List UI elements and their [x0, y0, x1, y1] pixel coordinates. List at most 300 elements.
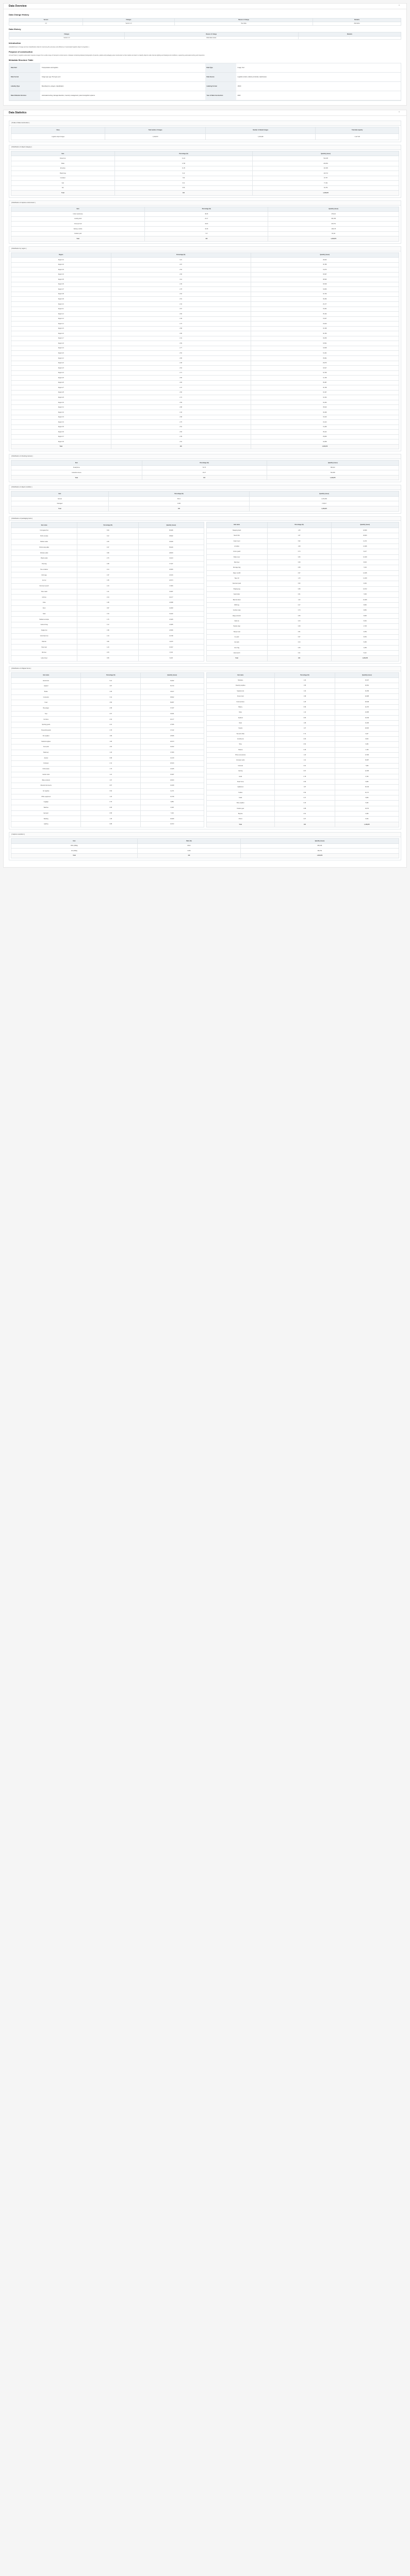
table-row: [11, 534, 204, 539]
table-cell: 564,458: [267, 470, 399, 476]
statistics-card-dist5: [9, 485, 401, 513]
table-cell: 0.36: [267, 645, 331, 650]
table-cell: 0.67: [274, 817, 335, 822]
table-cell: 2.34: [77, 595, 139, 600]
column-header: Quantity (cases): [267, 461, 399, 466]
table-cell: 0.97: [274, 769, 335, 774]
table-cell: 36,284: [251, 297, 399, 302]
table-cell: 2.76: [77, 556, 139, 562]
table-cell: Region 04: [11, 272, 111, 277]
column-header: Percentage (%): [274, 672, 335, 677]
table-cell: Cable tie: [206, 618, 267, 623]
column-header: Quantity (cases): [139, 522, 204, 528]
total-row: [11, 506, 399, 512]
table-cell: 9,850: [331, 608, 399, 613]
overview-title: Data Overview: [9, 4, 27, 8]
table-row: [11, 700, 204, 706]
table-cell: 13,466: [331, 544, 399, 549]
table-cell: 1.34: [81, 794, 141, 800]
table-row: [11, 556, 204, 562]
card-title: [ Distribution of shooting camera ]: [9, 454, 401, 459]
change-history-title: Data Change History: [9, 13, 29, 16]
table-cell: 2.73: [111, 321, 251, 327]
table-cell: 33,291: [141, 711, 204, 717]
table-row: [206, 779, 399, 784]
table-row: [206, 811, 399, 817]
table-cell: 0.83: [274, 715, 335, 720]
table-cell: 0.88: [267, 586, 331, 591]
table-cell: 0.58: [81, 810, 141, 816]
table-cell: Audio: [206, 774, 274, 779]
table-cell: 23,566: [139, 628, 204, 634]
table-cell: 31.58: [137, 849, 240, 854]
column-header: Item name: [11, 522, 77, 528]
table-cell: 2.78: [111, 287, 251, 292]
table-cell: 1.08: [274, 720, 335, 725]
column-header: Quantity (cases): [240, 839, 399, 844]
table-cell: 33,291: [251, 307, 399, 312]
table-cell: 2.34: [111, 301, 251, 307]
total-cell: 1,246,870: [240, 853, 399, 858]
statistics-card-dist4: [9, 454, 401, 482]
table-cell: 2.21: [81, 722, 141, 728]
table-cell: Hardware: [206, 678, 274, 683]
table-cell: 2.77: [111, 346, 251, 351]
table-cell: 0.78: [274, 774, 335, 779]
table-cell: 38.45: [145, 212, 268, 217]
table-cell: 40,024: [251, 258, 399, 263]
metadata-value: Image, Text: [237, 67, 244, 69]
table-cell: 0.98: [81, 755, 141, 761]
table-cell: Label sheet: [11, 655, 77, 661]
table-cell: 0.56: [274, 779, 335, 784]
table-cell: Smartphone: [11, 465, 142, 470]
table-cell: 1.76: [81, 766, 141, 772]
table-cell: 35,785: [251, 262, 399, 267]
table-row: [206, 769, 399, 774]
statistics-card-dist2: [9, 200, 401, 244]
table-cell: 0.52: [274, 742, 335, 747]
table-cell: 13,466: [335, 720, 399, 725]
table-row: [11, 572, 204, 578]
card-title: [ Capture resolution ]: [9, 833, 401, 837]
table-cell: Art supplies: [11, 788, 81, 794]
table-cell: 2.95: [111, 331, 251, 336]
table-cell: 24,688: [139, 600, 204, 606]
table-cell: 0.61: [274, 763, 335, 768]
table-cell: 26,434: [141, 761, 204, 767]
stats-table: [11, 207, 399, 242]
table-cell: 2.76: [111, 420, 251, 425]
table-cell: Stationery: [11, 750, 81, 755]
table-cell: 10,972: [141, 822, 204, 827]
table-row: [11, 355, 399, 361]
table-cell: 1.87: [274, 785, 335, 790]
table-row: [206, 544, 399, 549]
table-cell: 1.15: [267, 576, 331, 581]
table-cell: Delivery vehicle: [11, 226, 145, 231]
table-row: [11, 420, 399, 425]
table-row: [206, 528, 399, 533]
table-cell: 8,603: [335, 737, 399, 742]
table-cell: Electronics: [11, 678, 81, 684]
table-cell: 29,177: [139, 595, 204, 600]
table-row: [206, 678, 399, 683]
total-cell: Total: [206, 656, 267, 661]
metadata-item: [205, 63, 401, 73]
table-cell: 1.34: [77, 633, 139, 639]
table-cell: Region 33: [11, 415, 111, 420]
table-cell: 8,105: [141, 805, 204, 810]
change-history-table: [9, 18, 401, 26]
metadata-value: Image type: jpg / Text type: json: [42, 76, 61, 78]
table-row: [11, 595, 204, 600]
table-cell: 2.91: [111, 297, 251, 302]
table-cell: 17.68: [114, 161, 253, 166]
table-cell: Foam insert: [206, 538, 267, 544]
table-cell: 34,538: [251, 346, 399, 351]
column-header: Remarks: [298, 32, 401, 36]
table-cell: Handle strap: [206, 624, 267, 629]
column-header: Percentage (%): [111, 252, 251, 258]
table-row: [11, 727, 204, 733]
table-row: [206, 613, 399, 618]
table-cell: 7,606: [335, 763, 399, 768]
table-cell: 2.59: [111, 400, 251, 405]
table-cell: Indoor warehouse: [11, 212, 145, 217]
table-cell: 11.35: [114, 166, 253, 171]
table-cell: 1.45: [267, 528, 331, 533]
table-cell: Tamper seal: [206, 629, 267, 634]
table-row: [11, 258, 399, 263]
table-cell: Padded envelope: [11, 617, 77, 622]
table-row: [206, 726, 399, 731]
table-row: [11, 810, 204, 816]
table-cell: 29,177: [141, 717, 204, 722]
card-title: [ Distribution of object condition ]: [9, 485, 401, 490]
table-cell: 1.43: [274, 753, 335, 758]
table-cell: 2.41: [111, 336, 251, 341]
table-cell: Seafood: [206, 715, 274, 720]
table-row: [11, 405, 399, 410]
table-row: [206, 645, 399, 650]
table-cell: 4,738: [335, 747, 399, 752]
table-cell: 34,663: [251, 287, 399, 292]
metadata-key: Data Type: [205, 63, 236, 72]
column-header: Percentage (%): [145, 207, 268, 212]
table-cell: 1,163,290: [206, 133, 316, 140]
table-cell: Fresh produce: [206, 699, 274, 704]
table-cell: 2.98: [81, 706, 141, 711]
table-row: [11, 307, 399, 312]
table-cell: Crafts: [206, 795, 274, 800]
table-cell: Luggage: [11, 800, 81, 805]
table-row: [206, 801, 399, 806]
table-row: [11, 222, 399, 227]
table-row: [11, 684, 204, 689]
table-cell: 32,793: [251, 292, 399, 297]
table-row: [11, 380, 399, 385]
table-row: [11, 678, 204, 684]
table-cell: 4,489: [331, 645, 399, 650]
table-cell: 2.67: [111, 307, 251, 312]
column-header: Total data capacity: [316, 127, 399, 133]
statistics-card-dist1: [9, 145, 401, 198]
table-row: [206, 533, 399, 538]
table-row: [11, 181, 399, 186]
table-cell: 0.92: [81, 788, 141, 794]
total-row: [11, 853, 399, 858]
table-cell: Musical instruments: [11, 783, 81, 789]
card-body: [9, 126, 401, 142]
table-cell: 24.17: [145, 216, 268, 222]
table-cell: 1.23: [77, 645, 139, 650]
table-cell: 2.64: [111, 366, 251, 371]
table-row: [11, 605, 204, 611]
total-cell: 1,246,870: [253, 191, 399, 196]
column-header: Ratio (%): [137, 839, 240, 844]
table-row: [11, 326, 399, 331]
table-cell: Region 23: [11, 366, 111, 371]
table-cell: 16,459: [335, 688, 399, 693]
table-cell: Region 19: [11, 346, 111, 351]
table-row: [206, 640, 399, 645]
table-row: [206, 699, 399, 704]
table-cell: 8,354: [335, 817, 399, 822]
table-cell: 18,080: [141, 816, 204, 822]
table-row: [11, 216, 399, 222]
card-body: [9, 671, 401, 829]
table-cell: Corrugated box: [11, 528, 77, 534]
total-cell: 100: [145, 236, 268, 242]
table-row: [11, 212, 399, 217]
table-row: [206, 624, 399, 629]
introduction-text: [ Establishment of image and text classification data for improving the accuracy and efficiency of automated logistics object recognition ]: [9, 46, 89, 48]
table-cell: Tea and coffee: [206, 731, 274, 736]
table-cell: 0.74: [267, 549, 331, 554]
table-cell: 1.89: [77, 628, 139, 634]
table-cell: 1.54: [77, 611, 139, 617]
table-row: [206, 758, 399, 763]
table-row: [11, 772, 204, 777]
table-cell: 33,790: [251, 370, 399, 376]
chevron-up-icon[interactable]: ⌃: [398, 5, 401, 8]
table-cell: 15,087: [139, 589, 204, 595]
table-cell: 0.92: [267, 538, 331, 544]
table-cell: 21,945: [141, 766, 204, 772]
overview-header[interactable]: [3, 3, 407, 9]
table-row: [11, 655, 204, 661]
table-cell: 0.58: [267, 565, 331, 570]
table-cell: Outdoor gear: [206, 806, 274, 811]
table-row: [206, 806, 399, 811]
table-cell: 0.56: [267, 613, 331, 618]
table-cell: Roll cage: [11, 572, 77, 578]
total-cell: 100: [111, 444, 251, 449]
table-cell: Garden tools: [11, 772, 81, 777]
table-cell: 7,232: [141, 810, 204, 816]
table-cell: 18,080: [331, 528, 399, 533]
table-cell: 14,339: [331, 576, 399, 581]
column-header: Item: [11, 151, 115, 156]
table-cell: Region 28: [11, 390, 111, 395]
stats-table-left: [11, 672, 204, 827]
table-cell: Fragile box: [11, 628, 77, 634]
table-cell: Loading dock: [11, 216, 145, 222]
table-cell: Bubble mailer: [11, 539, 77, 545]
statistics-header[interactable]: [3, 110, 407, 116]
table-row: [206, 560, 399, 565]
table-row: [9, 22, 401, 25]
table-cell: 8,354: [331, 635, 399, 640]
table-cell: Frozen food: [206, 694, 274, 699]
total-cell: 1,246,870: [331, 656, 399, 661]
table-row: [11, 578, 204, 584]
column-header: Number of labeled images: [206, 127, 316, 133]
table-cell: 6.56: [114, 185, 253, 191]
table-cell: 10,972: [331, 586, 399, 591]
table-cell: Office equipment: [11, 794, 81, 800]
metadata-item: [9, 91, 205, 100]
table-cell: 31,670: [251, 267, 399, 273]
table-cell: FHD (1080p): [11, 843, 138, 849]
table-cell: Snacks: [206, 726, 274, 731]
table-cell: 29,676: [251, 361, 399, 366]
total-row: [206, 656, 399, 661]
table-row: [11, 755, 204, 761]
table-row: [11, 794, 204, 800]
table-cell: 17,830: [335, 753, 399, 758]
table-cell: Watches: [11, 805, 81, 810]
table-cell: 5,860: [335, 795, 399, 800]
table-cell: 20,823: [335, 726, 399, 731]
table-row: [11, 366, 399, 371]
table-row: [11, 622, 204, 628]
table-cell: 0.79: [81, 800, 141, 805]
table-cell: Etc: [11, 185, 115, 191]
table-cell: Paper void fill: [206, 570, 267, 575]
table-cell: 6,983: [335, 779, 399, 784]
table-cell: 11,471: [331, 538, 399, 544]
table-cell: 15,337: [139, 645, 204, 650]
table-cell: 2.98: [77, 561, 139, 567]
table-row: [11, 262, 399, 267]
table-cell: Shrink wrap pallet: [11, 545, 77, 550]
table-cell: Poly bag: [11, 561, 77, 567]
table-cell: 0.74: [274, 731, 335, 736]
table-cell: Hand cart: [11, 645, 77, 650]
table-cell: 60,723: [141, 684, 204, 689]
table-cell: 24,688: [335, 694, 399, 699]
table-cell: 0.87: [81, 783, 141, 789]
chevron-up-icon[interactable]: ⌃: [398, 111, 401, 115]
table-row: [206, 592, 399, 597]
table-row: [11, 550, 204, 556]
total-cell: 100: [114, 191, 253, 196]
card-body: [9, 521, 401, 663]
statistics-card-dist8: [9, 832, 401, 860]
column-header: Total number of images: [105, 127, 206, 133]
table-row: [11, 600, 204, 606]
table-cell: 1.23: [274, 678, 335, 683]
stats-table: [11, 252, 399, 450]
table-row: [11, 711, 204, 717]
table-row: [206, 795, 399, 800]
table-row: [11, 849, 399, 854]
table-cell: 7.47: [145, 231, 268, 236]
table-cell: 31,047: [251, 316, 399, 321]
table-cell: 30,548: [251, 282, 399, 287]
table-row: [11, 528, 204, 534]
table-cell: Region 07: [11, 287, 111, 292]
table-cell: 58,229: [139, 545, 204, 550]
table-cell: 45.27: [142, 470, 267, 476]
table-cell: 23,566: [141, 733, 204, 739]
card-title: [ Distribution of shipped items ]: [9, 667, 401, 671]
table-cell: 13.86: [108, 501, 249, 506]
table-cell: 7,606: [331, 592, 399, 597]
table-cell: 11,970: [139, 639, 204, 645]
column-header: Percentage (%): [142, 461, 267, 466]
metadata-item: [9, 73, 205, 82]
table-cell: Pallet: [11, 161, 115, 166]
table-cell: Bicycles: [206, 811, 274, 817]
table-cell: Document pouch: [11, 583, 77, 589]
metadata-value: JSON: [237, 86, 241, 88]
table-cell: Phone accessories: [206, 753, 274, 758]
table-cell: Region 18: [11, 341, 111, 346]
table-cell: Computer parts: [206, 758, 274, 763]
table-row: [11, 583, 204, 589]
table-row: [206, 817, 399, 822]
table-cell: 0.83: [267, 554, 331, 560]
table-cell: Stretch film: [206, 533, 267, 538]
table-cell: Medical supplies: [11, 739, 81, 744]
table-cell: 6,484: [335, 742, 399, 747]
table-cell: 1.56: [274, 683, 335, 688]
table-cell: 4.67: [77, 545, 139, 550]
table-cell: 10,848: [141, 783, 204, 789]
table-row: [206, 581, 399, 586]
table-row: [11, 650, 204, 656]
stats-table: [11, 460, 399, 480]
table-cell: 11,471: [141, 788, 204, 794]
table-cell: Tote container: [11, 567, 77, 572]
table-cell: 5,112: [331, 651, 399, 656]
metadata-key: Data Format: [9, 73, 40, 81]
table-row: [11, 706, 204, 711]
table-cell: Cleaning supplies: [206, 683, 274, 688]
card-title: [ Distribution by region ]: [9, 247, 401, 251]
card-body: [9, 150, 401, 197]
table-cell: Smart home: [206, 779, 274, 784]
total-cell: Total: [11, 853, 138, 858]
overview-body: [3, 9, 407, 106]
table-cell: Baby products: [11, 777, 81, 783]
table-row: [11, 717, 204, 722]
table-cell: 0.61: [267, 592, 331, 597]
table-row: [206, 629, 399, 634]
table-cell: 3,127 GB: [316, 133, 399, 140]
table-row: [206, 742, 399, 747]
table-row: [11, 545, 204, 550]
column-header: Item: [11, 461, 142, 466]
table-cell: Region 32: [11, 410, 111, 415]
introduction-title: Introduction: [9, 42, 21, 45]
table-cell: Region 11: [11, 307, 111, 312]
table-cell: 0.79: [267, 608, 331, 613]
stats-table: [11, 151, 399, 196]
